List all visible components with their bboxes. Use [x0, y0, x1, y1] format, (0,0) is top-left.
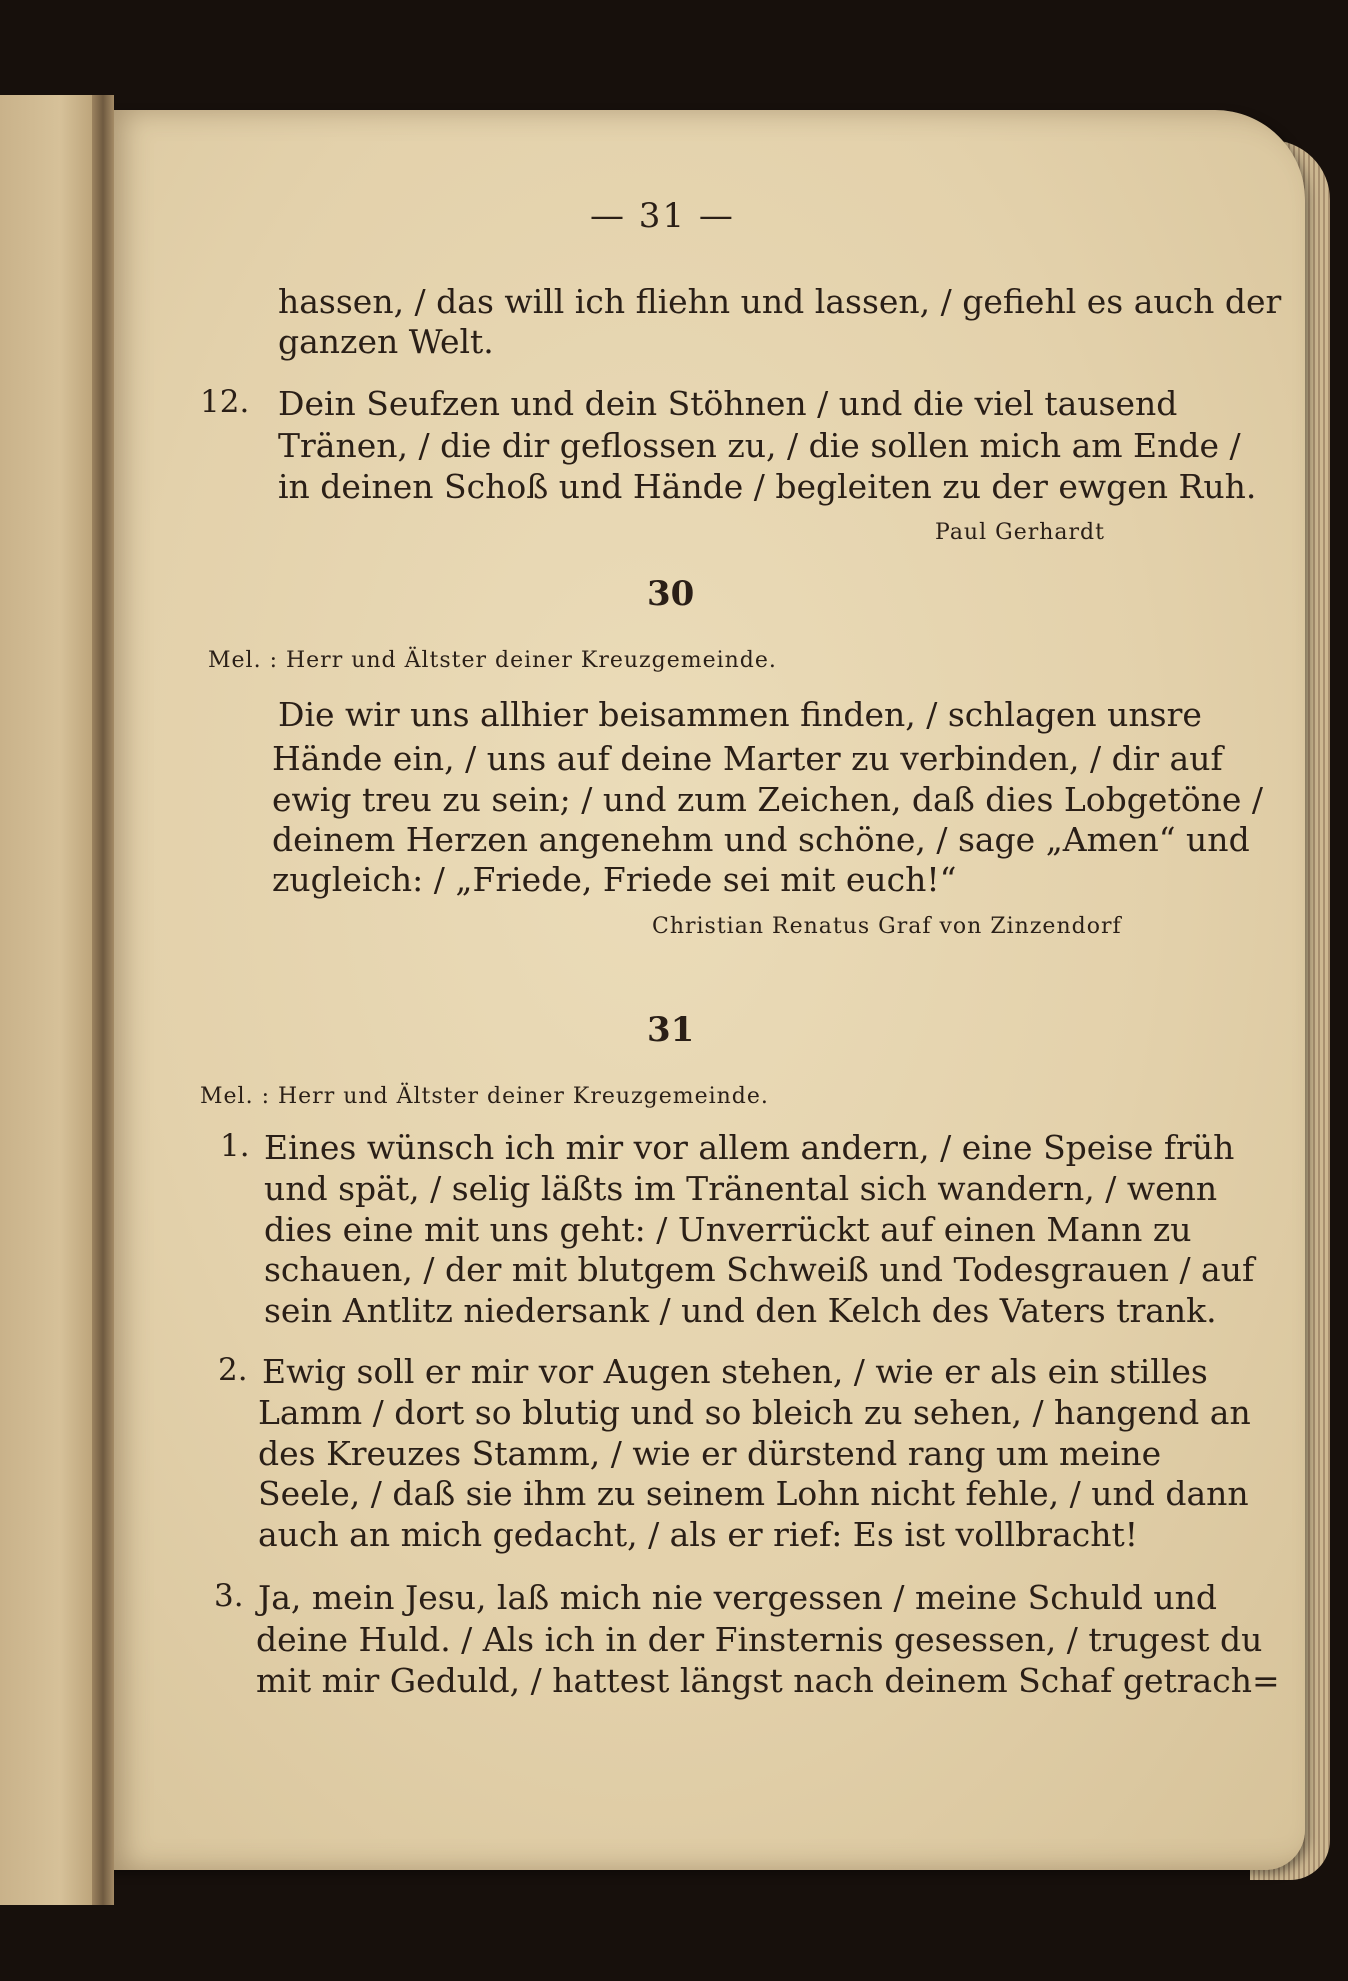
text-line: deinem Herzen angenehm und schöne, / sage „Amen“ und	[272, 820, 1250, 859]
text-line: Ewig soll er mir vor Augen stehen, / wie er als ein stilles	[262, 1352, 1208, 1391]
hymn-number: 30	[647, 574, 695, 614]
text-line: auch an mich gedacht, / als er rief: Es ist vollbracht!	[258, 1515, 1139, 1554]
text-line: Die wir uns allhier beisammen finden, / schlagen unsre	[278, 695, 1202, 734]
text-line: Lamm / dort so blutig und so bleich zu sehen, / hangend an	[258, 1393, 1251, 1432]
verse-number: 12.	[200, 384, 250, 420]
text-line: Dein Seufzen und dein Stöhnen / und die viel tausend	[278, 384, 1178, 423]
text-line: zugleich: / „Friede, Friede sei mit euch!“	[272, 860, 957, 899]
text-line: mit mir Geduld, / hattest längst nach deinem Schaf getrach=	[256, 1661, 1280, 1700]
text-line: Hände ein, / uns auf deine Marter zu verbinden, / dir auf	[272, 739, 1223, 778]
text-line: deine Huld. / Als ich in der Finsternis gesessen, / trugest du	[256, 1620, 1263, 1659]
author-credit: Paul Gerhardt	[935, 520, 1105, 545]
verse-number: 3.	[214, 1578, 244, 1614]
text-line: Eines wünsch ich mir vor allem andern, / eine Speise früh	[264, 1128, 1235, 1167]
author-credit: Christian Renatus Graf von Zinzendorf	[652, 914, 1122, 939]
melody-line: Mel. : Herr und Ältster deiner Kreuzgemeinde.	[208, 648, 777, 673]
verse-number: 1.	[220, 1128, 250, 1164]
text-line: schauen, / der mit blutgem Schweiß und Todesgrauen / auf	[264, 1250, 1255, 1289]
text-line: in deinen Schoß und Hände / begleiten zu der ewgen Ruh.	[278, 467, 1257, 506]
text-line: dies eine mit uns geht: / Unverrückt auf einen Mann zu	[264, 1210, 1192, 1249]
text-line: Tränen, / die dir geflossen zu, / die sollen mich am Ende /	[278, 426, 1241, 465]
melody-line: Mel. : Herr und Ältster deiner Kreuzgemeinde.	[200, 1084, 769, 1109]
hymn-number: 31	[647, 1010, 695, 1050]
text-line: und spät, / selig läßts im Tränental sich wandern, / wenn	[264, 1169, 1218, 1208]
verse-number: 2.	[218, 1352, 248, 1388]
text-line: hassen, / das will ich fliehn und lassen, / gefiehl es auch der	[278, 282, 1282, 321]
text-line: Seele, / daß sie ihm zu seinem Lohn nicht fehle, / und dann	[258, 1474, 1249, 1513]
page-number: — 31 —	[590, 196, 735, 236]
text-line: Ja, mein Jesu, laß mich nie vergessen / meine Schuld und	[258, 1578, 1217, 1617]
text-line: sein Antlitz niedersank / und den Kelch des Vaters trank.	[264, 1291, 1217, 1330]
text-line: ewig treu zu sein; / und zum Zeichen, daß dies Lobgetöne /	[272, 780, 1263, 819]
text-line: des Kreuzes Stamm, / wie er dürstend rang um meine	[258, 1434, 1162, 1473]
text-line: ganzen Welt.	[278, 322, 494, 361]
